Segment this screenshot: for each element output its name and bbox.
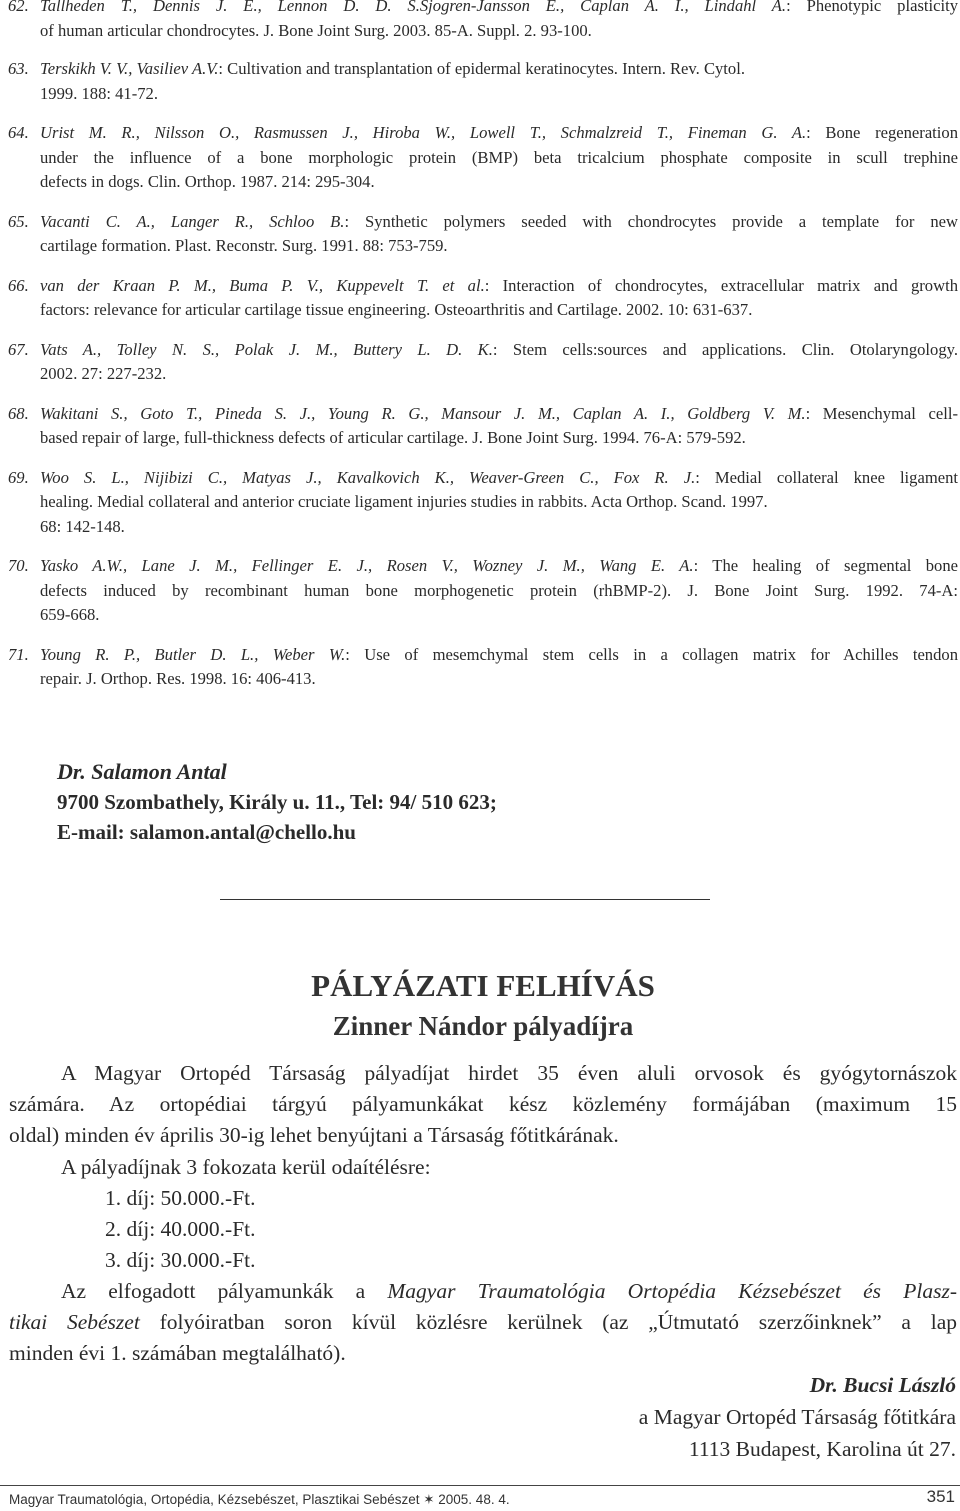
reference-line	[40, 338, 958, 363]
notice-text: Az elfogadott pályamunkák a	[61, 1279, 388, 1303]
notice-paragraph-line: számára. Az ortopédiai tárgyú pályamunkákat kész közlemény formájában (maximum 15	[9, 1092, 957, 1116]
page-footer	[9, 1487, 955, 1510]
reference-number: 64.	[8, 123, 29, 142]
reference-text: : Mesenchymal cell-	[805, 403, 958, 423]
reference-authors: Woo S. L., Nijibizi C., Matyas J., Kavalkovich K., Weaver-Green C., Fox R. J.	[40, 467, 696, 487]
journal-title: tikai Sebészet	[9, 1310, 140, 1334]
reference-line: 68: 142-148.	[40, 516, 125, 536]
reference-authors: Tallheden T., Dennis J. E., Lennon D. D. S.Sjogren-Jansson E., Caplan A. I., Lindahl A.	[40, 0, 787, 15]
reference-number: 68.	[8, 403, 29, 423]
reference-item	[8, 554, 958, 628]
correspondence-address-line: 9700 Szombathely, Király u. 11., Tel: 94/ 510 623;	[57, 790, 497, 814]
reference-number: 66.	[8, 275, 29, 295]
reference-line: repair. J. Orthop. Res. 1998. 16: 406-413.	[40, 669, 316, 688]
reference-authors: Vats A., Tolley N. S., Polak J. M., Buttery L. D. K.	[40, 339, 493, 359]
notice-body	[9, 1058, 957, 1369]
reference-text: : Stem cells:sources and applications. Clin. Otolaryngology.	[492, 339, 958, 359]
reference-line: factors: relevance for articular cartilage tissue engineering. Osteoarthritis and Cartilage. 2002. 10: 631-637.	[40, 300, 753, 319]
reference-text: : Use of mesemchymal stem cells in a collagen matrix for Achilles tendon	[345, 644, 958, 664]
correspondence-email: E-mail: salamon.antal@chello.hu	[57, 820, 356, 844]
reference-item	[8, 210, 958, 259]
reference-authors: Terskikh V. V., Vasiliev A.V.	[40, 59, 219, 78]
reference-number: 70.	[8, 556, 29, 575]
reference-text: : The healing of segmental bone	[693, 556, 958, 575]
reference-item	[8, 466, 958, 540]
reference-line: under the influence of a bone morphologic protein (BMP) beta tricalcium phosphate composite in scull trephine	[40, 147, 958, 167]
reference-item	[8, 643, 958, 692]
notice-paragraph-line: oldal) minden év április 30-ig lehet benyújtani a Társaság főtitkárának.	[9, 1123, 619, 1147]
correspondence-address	[57, 757, 497, 847]
signer-name: Dr. Bucsi László	[809, 1373, 956, 1397]
section-divider	[220, 899, 710, 900]
notice-prize-intro: A pályadíjnak 3 fokozata kerül odaítélésre:	[61, 1155, 431, 1179]
reference-line	[40, 554, 958, 579]
reference-number: 67.	[8, 339, 29, 359]
notice-signature	[639, 1369, 956, 1465]
reference-authors: Yasko A.W., Lane J. M., Fellinger E. J., Rosen V., Wozney J. M., Wang E. A.	[40, 556, 694, 575]
reference-item	[8, 274, 958, 323]
reference-text: : Synthetic polymers seeded with chondrocytes provide a template for new	[344, 211, 959, 231]
reference-line: based repair of large, full-thickness defects of articular cartilage. J. Bone Joint Surg. 1994. 76-A: 579-592.	[40, 428, 746, 447]
reference-line	[40, 121, 958, 146]
reference-item	[8, 0, 958, 43]
journal-title: Magyar Traumatológia Ortopédia Kézsebészet és Plasz-	[387, 1279, 957, 1303]
page-number: 351	[926, 1487, 955, 1506]
reference-line: 2002. 27: 227-232.	[40, 364, 167, 383]
notice-subtitle: Zinner Nándor pályadíjra	[332, 1011, 634, 1041]
reference-text: : Medial collateral knee ligament	[695, 467, 959, 487]
reference-authors: Vacanti C. A., Langer R., Schloo B.	[40, 211, 345, 231]
reference-item	[8, 121, 958, 195]
notice-paragraph-line: minden évi 1. számában megtalálható).	[9, 1341, 346, 1365]
reference-text: : Interaction of chondrocytes, extracellular matrix and growth	[484, 275, 958, 295]
footer-rule	[0, 1485, 960, 1486]
signer-address: 1113 Budapest, Karolina út 27.	[688, 1437, 956, 1461]
reference-line: defects induced by recombinant human bone morphogenetic protein (rhBMP-2). J. Bone Joint Surg. 1992. 74-A:	[40, 580, 958, 600]
reference-line	[40, 274, 958, 299]
reference-number: 63.	[8, 59, 29, 78]
reference-number: 71.	[8, 644, 29, 664]
reference-text: : Bone regeneration	[806, 123, 959, 142]
prize-item: 1. díj: 50.000.-Ft.	[105, 1186, 256, 1210]
reference-line: cartilage formation. Plast. Reconstr. Surg. 1991. 88: 753-759.	[40, 236, 448, 255]
reference-line: healing. Medial collateral and anterior cruciate ligament injuries studies in rabbits. Acta Orthop. Scand. 1997.	[40, 492, 768, 511]
notice-paragraph-line	[9, 1276, 957, 1307]
reference-authors: Wakitani S., Goto T., Pineda S. J., Young R. G., Mansour J. M., Caplan A. I., Goldberg V. M.	[40, 403, 806, 423]
reference-text: : Cultivation and transplantation of epidermal keratinocytes. Intern. Rev. Cytol.	[218, 59, 745, 78]
reference-authors: van der Kraan P. M., Buma P. V., Kuppevelt T. et al.	[40, 275, 485, 295]
reference-item	[8, 402, 958, 451]
reference-line	[40, 643, 958, 668]
reference-line	[40, 0, 958, 19]
notice-title: PÁLYÁZATI FELHÍVÁS	[311, 968, 655, 1003]
footer-journal: Magyar Traumatológia, Ortopédia, Kézsebészet, Plasztikai Sebészet ✶ 2005. 48. 4.	[9, 1492, 510, 1507]
reference-line	[40, 402, 958, 427]
reference-item	[8, 57, 958, 106]
notice-paragraph-line: A Magyar Ortopéd Társaság pályadíjat hirdet 35 éven aluli orvosok és gyógytornászok	[61, 1061, 957, 1085]
reference-number: 62.	[8, 0, 29, 15]
reference-line: defects in dogs. Clin. Orthop. 1987. 214: 295-304.	[40, 172, 375, 191]
reference-number: 69.	[8, 467, 29, 487]
reference-authors: Young R. P., Butler D. L., Weber W.	[40, 644, 346, 664]
reference-authors: Urist M. R., Nilsson O., Rasmussen J., Hiroba W., Lowell T., Schmalzreid T., Fineman G. A.	[40, 123, 807, 142]
reference-line	[40, 466, 958, 491]
reference-line: 659-668.	[40, 605, 100, 624]
reference-number: 65.	[8, 211, 29, 231]
reference-line: of human articular chondrocytes. J. Bone Joint Surg. 2003. 85-A. Suppl. 2. 93-100.	[40, 20, 592, 40]
prize-item: 3. díj: 30.000.-Ft.	[105, 1248, 256, 1272]
reference-line	[40, 57, 958, 82]
notice-paragraph-line	[9, 1307, 957, 1338]
reference-text: : Phenotypic plasticity	[786, 0, 959, 15]
reference-list	[8, 0, 958, 707]
reference-line	[40, 210, 958, 235]
correspondence-name: Dr. Salamon Antal	[57, 759, 227, 784]
notice-text: folyóiratban soron kívül közlésre kerülnek (az „Útmutató szerzőinknek” a lap	[139, 1310, 957, 1334]
signer-title: a Magyar Ortopéd Társaság főtitkára	[638, 1405, 956, 1429]
reference-item	[8, 338, 958, 387]
reference-line: 1999. 188: 41-72.	[40, 83, 158, 103]
prize-item: 2. díj: 40.000.-Ft.	[105, 1217, 256, 1241]
